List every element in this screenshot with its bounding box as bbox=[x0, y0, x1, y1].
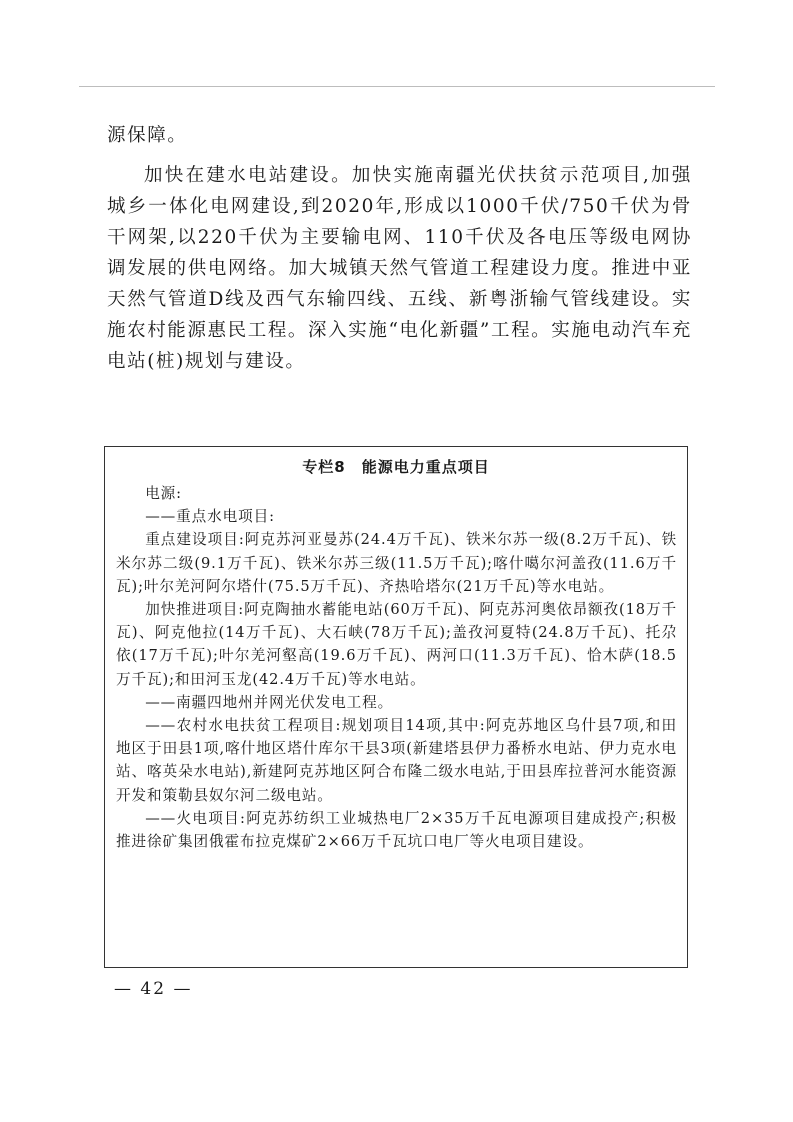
box-title: 专栏8 能源电力重点项目 bbox=[302, 458, 490, 476]
box-line: 重点建设项目:阿克苏河亚曼苏(24.4万千瓦)、铁米尔苏一级(8.2万千瓦)、铁米尔苏二级(9.1万千瓦)、铁米尔苏三级(11.5万千瓦);喀什噶尔河盖孜(11.6万千瓦);叶尔羌河阿尔塔什(75.5万千瓦)、齐热哈塔尔(21万千瓦)等水电站。 bbox=[116, 531, 677, 595]
page-number: — 42 — bbox=[114, 979, 193, 999]
body-text bbox=[107, 120, 692, 151]
header-rule bbox=[79, 86, 715, 87]
box-line: 电源: bbox=[145, 485, 182, 502]
box-line: ——农村水电扶贫工程项目:规划项目14项,其中:阿克苏地区乌什县7项,和田地区于田县1项,喀什地区塔什库尔干县3项(新建塔县伊力番桥水电站、伊力克水电站、喀英朵水电站),新建阿克苏地区阿合布隆二级水电站,于田县库拉普河水能资源开发和策勒县奴尔河二级电站。 bbox=[116, 717, 677, 804]
paragraph: 源保障。 bbox=[107, 125, 188, 146]
paragraph: 加快在建水电站建设。加快实施南疆光伏扶贫示范项目,加强城乡一体化电网建设,到2020年,形成以1000千伏/750千伏为骨干网架,以220千伏为主要输电网、110千伏及各电压等级电网协调发展的供电网络。加大城镇天然气管道工程建设力度。推进中亚天然气管道D线及西气东输四线、五线、新粤浙输气管线建设。实施农村能源惠民工程。深入实施“电化新疆”工程。实施电动汽车充电站(桩)规划与建设。 bbox=[107, 165, 692, 372]
box-body bbox=[116, 482, 677, 853]
box-line: ——南疆四地州并网光伏发电工程。 bbox=[145, 693, 394, 711]
body-text bbox=[107, 160, 692, 377]
sidebar-box bbox=[104, 446, 688, 968]
box-line: 加快推进项目:阿克陶抽水蓄能电站(60万千瓦)、阿克苏河奥依昂额孜(18万千瓦)、阿克他拉(14万千瓦)、大石峡(78万千瓦);盖孜河夏特(24.8万千瓦)、托尕依(17万千瓦);叶尔羌河壑高(19.6万千瓦)、两河口(11.3万千瓦)、恰木萨(18.5万千瓦);和田河玉龙(42.4万千瓦)等水电站。 bbox=[116, 601, 677, 688]
box-line: ——火电项目:阿克苏纺织工业城热电厂2×35万千瓦电源项目建成投产;积极推进徐矿集团俄霍布拉克煤矿2×66万千瓦坑口电厂等火电项目建设。 bbox=[116, 809, 677, 851]
box-line: ——重点水电项目: bbox=[145, 508, 275, 526]
